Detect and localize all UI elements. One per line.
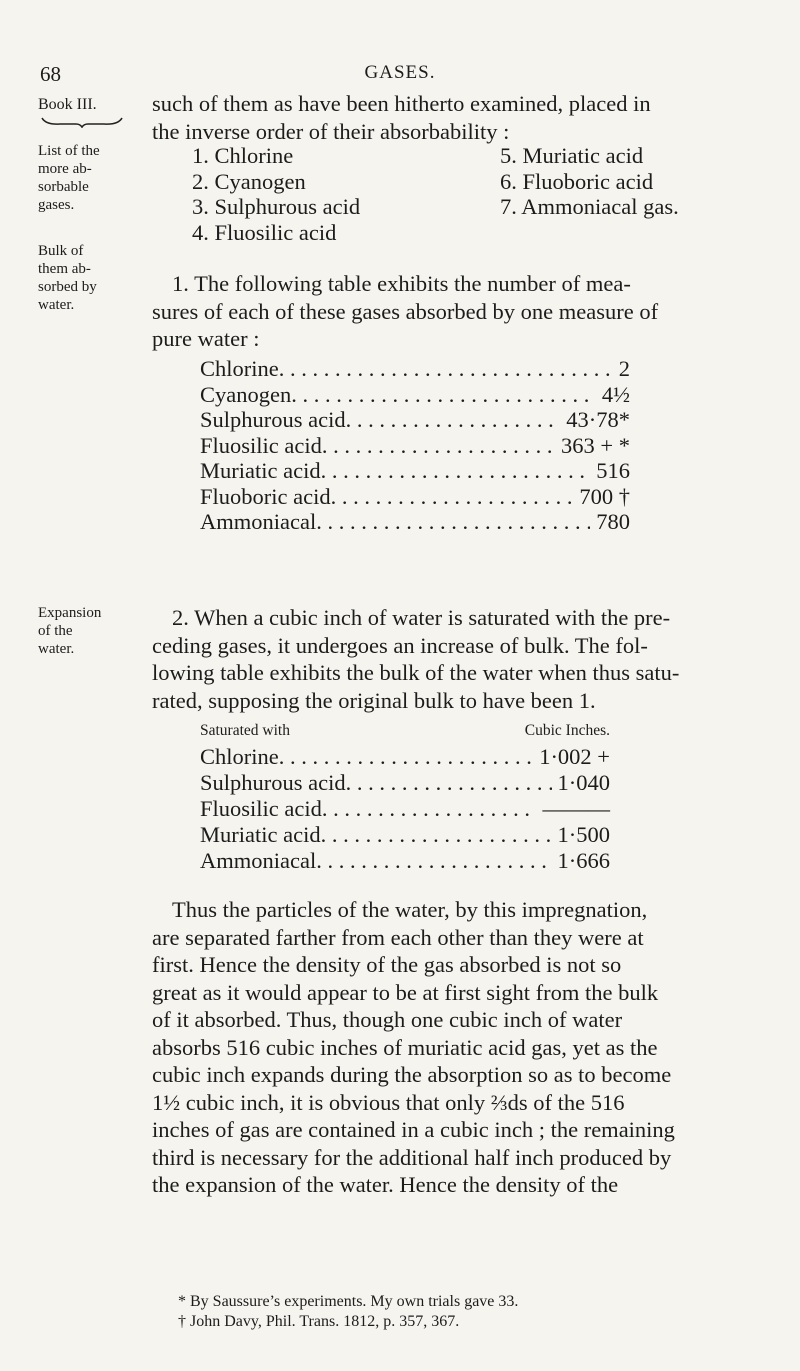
footnote: * By Saussure’s experiments. My own trials gave 33. [178, 1293, 519, 1310]
gas-value: 43·78* [566, 407, 630, 432]
table-row [200, 356, 630, 382]
gas-value: 2 [618, 356, 630, 381]
text-line: ceding gases, it undergoes an increase of bulk. The fol- [152, 632, 648, 658]
gas-value: 700 † [579, 483, 630, 509]
text-line: lowing table exhibits the bulk of the water when thus satu- [152, 660, 680, 685]
leader-dots [346, 770, 552, 796]
gas-value: 1·500 [557, 822, 610, 847]
leader-dots [331, 484, 574, 510]
gas-name: Cyanogen [200, 381, 292, 407]
column-header-saturated: Saturated with [200, 722, 290, 739]
expansion-table-header [200, 722, 610, 740]
list-item: 4. Fluosilic acid [192, 219, 337, 245]
absorption-table [200, 356, 630, 535]
gas-value: 780 [596, 509, 630, 534]
footnotes [178, 1292, 518, 1332]
gas-list-right [500, 143, 679, 220]
text-line: great as it would appear to be at first sight from the bulk [152, 979, 659, 1005]
table-row [200, 770, 610, 796]
gas-name: Chlorine [200, 744, 279, 769]
table-row [200, 407, 630, 433]
gas-name: Chlorine [200, 356, 279, 381]
leader-dots [321, 822, 552, 848]
table-row [200, 822, 610, 848]
text-line: the inverse order of their absorbability : [152, 118, 510, 144]
margin-note-bulk [38, 242, 124, 314]
table-row [200, 848, 610, 874]
text-line: are separated farther from each other than they were at [152, 924, 644, 950]
section-2-paragraph [152, 604, 764, 714]
gas-name: Fluoboric acid [200, 483, 331, 509]
margin-line: more ab- [38, 161, 92, 177]
margin-line: gases. [38, 197, 75, 213]
text-line: sures of each of these gases absorbed by one measure of [152, 298, 659, 324]
leader-dots [291, 382, 596, 408]
list-item: 5. Muriatic acid [500, 143, 644, 168]
list-item: 2. Cyanogen [192, 168, 306, 194]
gas-name: Ammoniacal [200, 848, 317, 873]
leader-dots [322, 433, 555, 459]
leader-dots [322, 796, 537, 822]
page-number: 68 [40, 62, 61, 86]
gas-value: 1·040 [557, 770, 610, 795]
text-line: Thus the particles of the water, by this impregnation, [172, 897, 648, 922]
brace-ornament [40, 116, 124, 128]
section-1-paragraph [152, 270, 764, 353]
leader-dots [279, 356, 613, 382]
closing-paragraph [152, 896, 764, 1199]
text-line: 1. The following table exhibits the number of mea- [172, 271, 631, 296]
list-item: 7. Ammoniacal gas. [500, 194, 679, 219]
leader-dots [346, 407, 561, 433]
gas-value: 516 [596, 458, 630, 483]
text-line: of it absorbed. Thus, though one cubic inch of water [152, 1007, 623, 1032]
gas-list-left [192, 143, 360, 245]
gas-name: Ammoniacal [200, 509, 317, 534]
running-title: GASES. [364, 62, 436, 83]
margin-line: water. [38, 641, 75, 657]
table-row [200, 796, 610, 822]
text-line: 2. When a cubic inch of water is saturated with the pre- [172, 605, 671, 630]
margin-line: Bulk of [38, 243, 84, 259]
leader-dots [316, 509, 590, 535]
gas-name: Sulphurous acid [200, 407, 346, 432]
margin-line: sorbed by [38, 279, 97, 295]
expansion-table [200, 744, 610, 874]
leader-dots [279, 744, 533, 770]
gas-value: 1·666 [557, 848, 610, 873]
book-label: Book III. [38, 96, 97, 113]
gas-value: 363 + * [561, 432, 630, 458]
list-item: 6. Fluoboric acid [500, 168, 654, 194]
margin-line: water. [38, 297, 75, 313]
margin-line: of the [38, 623, 73, 639]
gas-value: ——— [542, 796, 610, 821]
margin-line: Expansion [38, 605, 102, 621]
table-row [200, 484, 630, 510]
table-row [200, 458, 630, 484]
list-item: 3. Sulphurous acid [192, 194, 361, 219]
leader-dots [316, 848, 551, 874]
gas-name: Sulphurous acid [200, 770, 346, 795]
text-line: such of them as have been hitherto examined, placed in [152, 91, 651, 116]
gas-name: Fluosilic acid [200, 796, 322, 821]
margin-line: List of the [38, 143, 100, 159]
margin-line: them ab- [38, 261, 91, 277]
text-line: pure water : [152, 326, 260, 351]
column-header-cubic-inches: Cubic Inches. [524, 722, 610, 739]
text-line: 1½ cubic inch, it is obvious that only ⅔ds of the 516 [152, 1089, 625, 1115]
table-row [200, 382, 630, 408]
leader-dots [321, 458, 591, 484]
margin-note-expansion [38, 604, 124, 658]
list-item: 1. Chlorine [192, 143, 294, 168]
gas-name: Muriatic acid [200, 458, 321, 483]
footnote: † John Davy, Phil. Trans. 1812, p. 357, 367. [178, 1313, 460, 1330]
gas-value: 4½ [601, 381, 630, 407]
margin-note-list [38, 142, 124, 214]
gas-value: 1·002 + [539, 744, 610, 769]
table-row [200, 744, 610, 770]
gas-name: Fluosilic acid [200, 432, 322, 458]
text-line: inches of gas are contained in a cubic inch ; the remaining [152, 1117, 675, 1142]
table-row [200, 509, 630, 535]
text-line: third is necessary for the additional half inch produced by [152, 1144, 672, 1170]
gas-name: Muriatic acid [200, 822, 321, 847]
table-row [200, 433, 630, 459]
text-line: rated, supposing the original bulk to have been 1. [152, 687, 596, 713]
margin-line: sorbable [38, 179, 89, 195]
text-line: cubic inch expands during the absorption so as to become [152, 1062, 672, 1087]
text-line: absorbs 516 cubic inches of muriatic acid gas, yet as the [152, 1034, 658, 1060]
text-line: first. Hence the density of the gas absorbed is not so [152, 952, 622, 977]
text-line: the expansion of the water. Hence the density of the [152, 1172, 619, 1197]
intro-paragraph [152, 90, 764, 145]
